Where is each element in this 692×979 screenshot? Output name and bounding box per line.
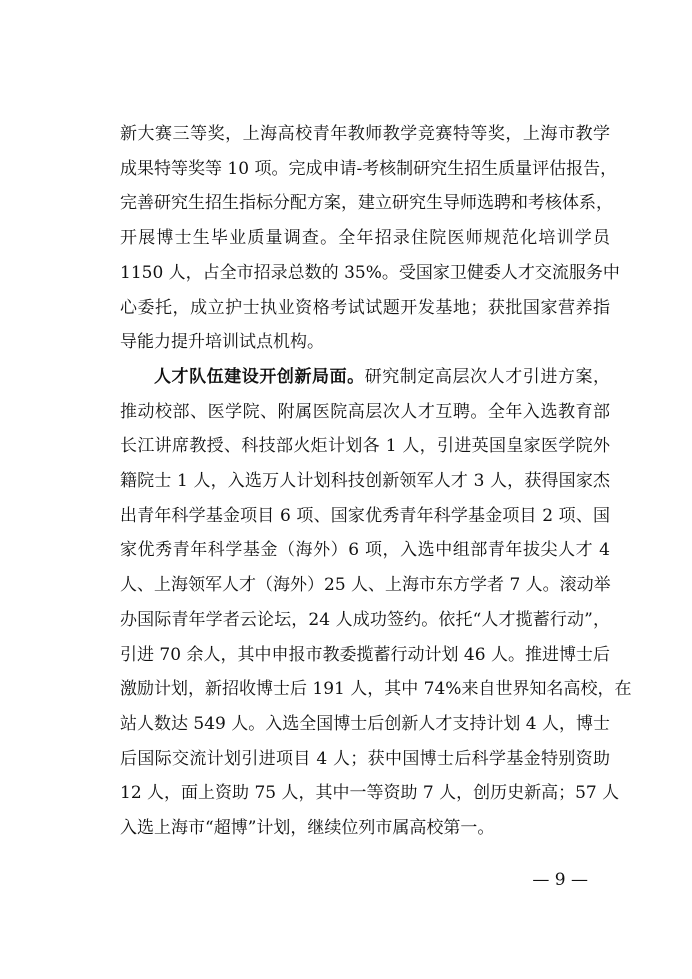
text-line: 籍院士 1 人，入选万人计划科技创新领军人才 3 人，获得国家杰 <box>120 471 610 492</box>
text-line: 导能力提升培训试点机构。 <box>120 332 324 353</box>
text-line-rest: 研究制定高层次人才引进方案， <box>364 366 611 387</box>
text-line: 1150 人，占全市招录总数的 35%。受国家卫健委人才交流服务中 <box>120 262 620 283</box>
text-line: 完善研究生招生指标分配方案，建立研究生导师选聘和考核体系， <box>120 193 613 214</box>
section-lead-heading: 人才队伍建设开创新局面。 <box>154 366 365 387</box>
page-number: — 9 — <box>532 870 588 890</box>
text-line: 12 人，面上资助 75 人，其中一等资助 7 人，创历史新高；57 人 <box>120 783 620 804</box>
text-line: 人、上海领军人才（海外）25 人、上海市东方学者 7 人。滚动举 <box>120 575 611 596</box>
text-line: 引进 70 余人，其中申报市教委揽蓄行动计划 46 人。推进博士后 <box>120 644 610 665</box>
text-line: 出青年科学基金项目 6 项、国家优秀青年科学基金项目 2 项、国 <box>120 505 610 526</box>
text-line: 新大赛三等奖，上海高校青年教师教学竞赛特等奖，上海市教学 <box>120 124 610 144</box>
text-line: 开展博士生毕业质量调查。全年招录住院医师规范化培训学员 <box>120 228 610 249</box>
text-line: 入选上海市“超博”计划，继续位列市属高校第一。 <box>120 818 495 839</box>
text-line: 长江讲席教授、科技部火炬计划各 1 人，引进英国皇家医学院外 <box>120 436 610 457</box>
paragraph-talent <box>120 360 632 846</box>
text-line: 成果特等奖等 10 项。完成申请-考核制研究生招生质量评估报告， <box>120 158 618 179</box>
paragraph-education <box>120 117 620 360</box>
text-line: 推动校部、医学院、附属医院高层次人才互聘。全年入选教育部 <box>120 401 610 422</box>
text-line: 站人数达 549 人。入选全国博士后创新人才支持计划 4 人，博士 <box>120 713 610 734</box>
text-line: 家优秀青年科学基金（海外）6 项，入选中组部青年拔尖人才 4 <box>120 540 610 561</box>
text-line <box>120 360 610 395</box>
text-line: 心委托，成立护士执业资格考试试题开发基地；获批国家营养指 <box>120 297 610 318</box>
text-line: 办国际青年学者云论坛，24 人成功签约。依托“人才揽蓄行动”， <box>120 609 610 630</box>
text-line: 后国际交流计划引进项目 4 人；获中国博士后科学基金特别资助 <box>120 748 610 769</box>
document-body <box>120 117 632 846</box>
text-line: 激励计划，新招收博士后 191 人，其中 74%来自世界知名高校，在 <box>120 679 632 700</box>
